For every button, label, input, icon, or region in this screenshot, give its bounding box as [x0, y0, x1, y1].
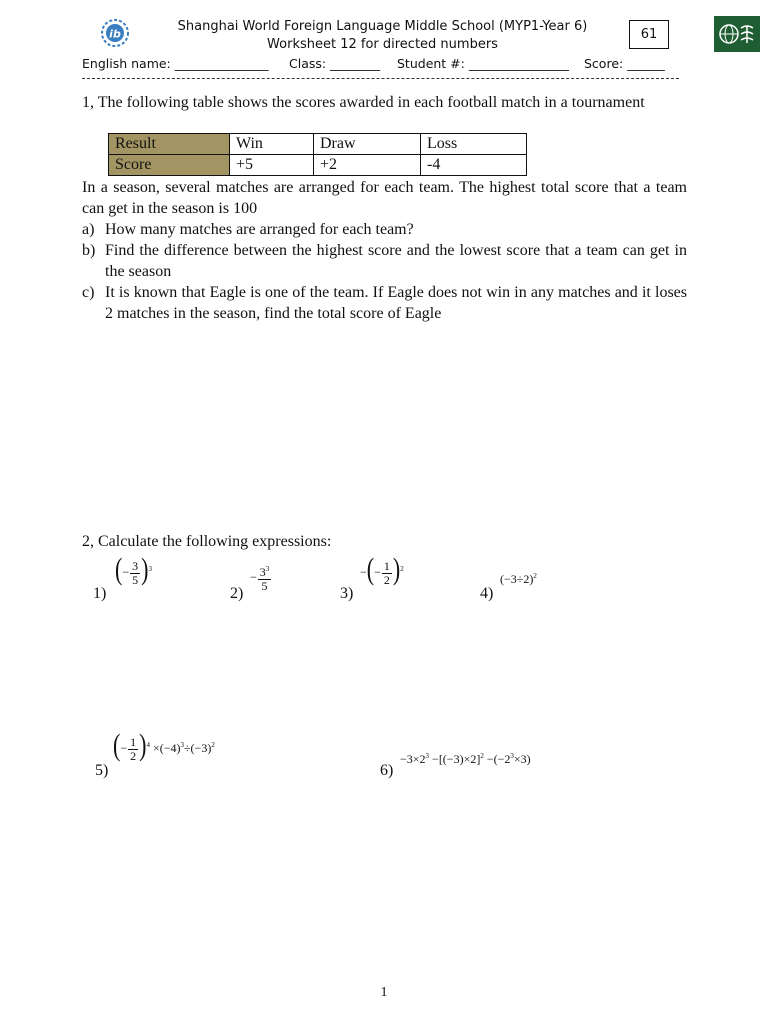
question-2-title: 2, Calculate the following expressions:	[82, 533, 332, 550]
question-1-text: In a season, several matches are arranged for each team. The highest total score that a team can get in the season is 100	[82, 179, 687, 217]
table-cell: Score	[109, 155, 230, 176]
table-cell: Loss	[421, 134, 527, 155]
english-name-field: English name: _______________	[82, 56, 269, 71]
school-name: Shanghai World Foreign Language Middle School (MYP1-Year 6)	[177, 19, 588, 34]
expression-5: (− $\frac{1}{2}$ )$^4 \times(-4)^3\div(-3)^2$	[113, 726, 215, 763]
item-label: c)	[82, 284, 95, 301]
expression-2: − $\frac{3^3}{5}$	[250, 565, 270, 593]
svg-text:ib: ib	[109, 27, 121, 41]
table-cell: -4	[421, 155, 527, 176]
item-text: It is known that Eagle is one of the team. If Eagle does not win in any matches and it loses 2 matches in the season, find the total score of Eagle	[105, 284, 687, 322]
item-label: a)	[82, 221, 95, 238]
expression-label-4: 4)	[480, 585, 494, 602]
table-cell: +2	[314, 155, 421, 176]
question-1a	[82, 219, 687, 240]
table-row	[109, 155, 527, 176]
page-number: 1	[380, 985, 388, 1000]
student-number-field: Student #: ________________	[397, 56, 569, 71]
worksheet-number-box: 61	[629, 20, 669, 49]
question-1b	[82, 240, 687, 282]
school-emblem	[714, 16, 760, 52]
item-label: b)	[82, 242, 96, 259]
question-1-title: 1, The following table shows the scores awarded in each football match in a tournament	[82, 94, 645, 111]
expression-label-1: 1)	[93, 585, 107, 602]
expression-label-5: 5)	[95, 762, 109, 779]
ib-logo	[99, 17, 131, 49]
table-cell: Result	[109, 134, 230, 155]
expression-1: (− $\frac{3}{5}$ )$^3$	[115, 550, 152, 587]
question-1c	[82, 282, 687, 324]
expression-label-3: 3)	[340, 585, 354, 602]
score-field: Score: ______	[584, 56, 665, 71]
item-text: Find the difference between the highest score and the lowest score that a team can get in the season	[105, 242, 687, 280]
table-row	[109, 134, 527, 155]
table-cell: Draw	[314, 134, 421, 155]
expression-3: −(− $\frac{1}{2}$ )$^2$	[360, 550, 404, 587]
table-cell: Win	[230, 134, 314, 155]
table-cell: +5	[230, 155, 314, 176]
expression-label-2: 2)	[230, 585, 244, 602]
expression-4: $(-3\div 2)^2$	[500, 572, 537, 586]
class-field: Class: ________	[289, 56, 381, 71]
expression-6: $-3\times 2^3 -[(-3)\times 2]^2 -(-2^3\times 3)$	[400, 752, 531, 766]
score-table	[108, 133, 527, 176]
expression-label-6: 6)	[380, 762, 394, 779]
item-text: How many matches are arranged for each team?	[105, 221, 414, 238]
worksheet-title: Worksheet 12 for directed numbers	[267, 37, 498, 52]
dashed-divider	[82, 78, 679, 79]
